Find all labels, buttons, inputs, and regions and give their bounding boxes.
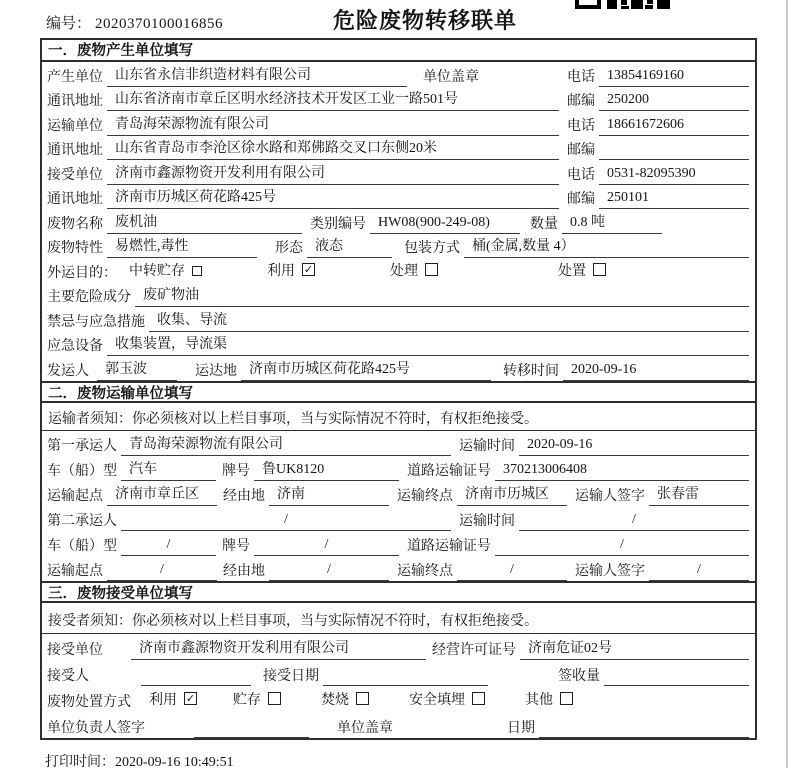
emergency-measures-label: 禁忌与应急措施 <box>47 314 145 330</box>
generator-postcode-value: 250200 <box>599 90 749 111</box>
form-row <box>47 456 749 481</box>
accept-date-label: 接受日期 <box>263 668 319 684</box>
emergency-equipment-label: 应急设备 <box>47 339 103 354</box>
accept-date-value <box>323 665 488 686</box>
disposal-store-checkbox-box <box>268 692 281 705</box>
plate-number-label: 牌号 <box>222 463 250 479</box>
transport-origin-label: 运输起点 <box>47 488 103 504</box>
generator-address-label: 通讯地址 <box>47 94 103 109</box>
second-plate-number-label: 牌号 <box>222 538 250 554</box>
disposal-landfill-checkbox-label: 安全填埋 <box>409 692 465 708</box>
second-vehicle-type-label: 车（船）型 <box>47 538 117 554</box>
section-receiver <box>42 581 755 738</box>
transfer-purpose-treat-checkbox <box>390 260 438 280</box>
second-road-permit-label: 道路运输证号 <box>407 538 491 554</box>
second-road-permit-value: / <box>495 535 749 556</box>
second-via-value: / <box>269 560 389 581</box>
form-row <box>47 62 749 87</box>
generator-address-value: 山东省济南市章丘区明水经济技术开发区工业一路501号 <box>107 90 559 111</box>
form-row <box>47 686 749 712</box>
transfer-purpose-use-checkbox-label: 利用 <box>267 263 295 279</box>
form-state-label: 形态 <box>275 241 303 256</box>
form-row <box>47 712 749 738</box>
second-carrier-value: / <box>121 510 451 531</box>
waste-property-label: 废物特性 <box>47 241 103 256</box>
transporter-address-value: 山东省青岛市李沧区徐水路和郑佛路交叉口东侧20米 <box>107 139 559 160</box>
transfer-purpose-transit-checkbox-box <box>192 266 202 276</box>
category-code-value: HW08(900-249-08) <box>370 213 520 234</box>
unit-seal-label: 单位盖章 <box>423 69 479 85</box>
second-via-label: 经由地 <box>223 563 265 579</box>
form-row <box>47 160 749 185</box>
second-carrier-signature-label: 运输人签字 <box>575 563 645 579</box>
form-row <box>47 87 749 112</box>
transfer-purpose-dispose-checkbox-box <box>593 263 606 276</box>
disposal-other-checkbox-label: 其他 <box>525 692 553 708</box>
transporter-phone-label: 电话 <box>567 118 595 134</box>
receiver-phone-value: 0531-82095390 <box>599 164 749 185</box>
transporter-address-label: 通讯地址 <box>47 143 103 158</box>
receiver-address-label: 通讯地址 <box>47 192 103 207</box>
transport-terminus-value: 济南市历城区 <box>457 485 567 506</box>
second-plate-number-value: / <box>254 535 399 556</box>
second-transport-date-label: 运输时间 <box>459 513 515 529</box>
form-row <box>47 111 749 136</box>
disposal-incinerate-checkbox <box>321 689 369 709</box>
hazard-component-value: 废矿物油 <box>135 286 749 307</box>
disposal-incinerate-checkbox-box <box>356 692 369 705</box>
license-number-label: 经营许可证号 <box>432 642 516 658</box>
carrier-signature-value: 张春雷 <box>649 485 749 506</box>
receiver-unit-seal-label: 单位盖章 <box>337 720 393 736</box>
disposal-other-checkbox-box <box>560 692 573 705</box>
second-terminus-label: 运输终点 <box>397 563 453 579</box>
disposal-use-checkbox-box: ✓ <box>185 692 196 705</box>
receiver-postcode-value: 250101 <box>599 188 749 209</box>
vehicle-type-label: 车（船）型 <box>47 463 117 479</box>
form-row <box>47 531 749 556</box>
transporter-postcode-value <box>599 139 749 160</box>
accepting-person-value <box>141 665 251 686</box>
receiver-notice: 接受者须知：你必须核对以上栏目事项，当与实际情况不符时，有权拒绝接受。 <box>42 603 755 634</box>
section-transporter-header: 二．废物运输单位填写 <box>42 381 755 403</box>
form-row <box>47 258 749 283</box>
second-origin-value: / <box>107 560 217 581</box>
transporter-unit-value: 青岛海荣源物流有限公司 <box>107 115 559 136</box>
section-generator-header: 一．废物产生单位填写 <box>42 40 755 62</box>
emergency-equipment-value: 收集装置，导流渠 <box>107 335 749 356</box>
category-code-label: 类别编号 <box>310 216 366 232</box>
accepting-person-label: 接受人 <box>47 668 89 684</box>
plate-number-value: 鲁UK8120 <box>254 460 399 481</box>
generator-phone-label: 电话 <box>567 69 595 85</box>
form-row <box>47 307 749 332</box>
road-permit-label: 道路运输证号 <box>407 463 491 479</box>
form-row <box>47 634 749 660</box>
transfer-purpose-use-checkbox <box>267 260 315 280</box>
form-row <box>47 660 749 686</box>
form-row <box>47 234 749 259</box>
form-row <box>47 506 749 531</box>
transporter-phone-value: 18661672606 <box>599 115 749 136</box>
emergency-measures-value: 收集、导流 <box>149 311 749 332</box>
disposal-other-checkbox <box>525 689 573 709</box>
responsible-signature-value <box>194 717 309 738</box>
form-row <box>47 556 749 581</box>
section-receiver-rows <box>42 634 755 738</box>
generator-unit-label: 产生单位 <box>47 69 103 85</box>
form-row <box>47 209 749 234</box>
disposal-store-checkbox <box>233 689 281 709</box>
transfer-purpose-use-checkbox-box: ✓ <box>303 263 314 276</box>
responsible-signature-label: 单位负责人签字 <box>47 720 145 736</box>
quantity-value: 0.8 吨 <box>562 213 662 234</box>
consignor-label: 发运人 <box>47 363 89 379</box>
via-label: 经由地 <box>223 488 265 504</box>
first-carrier-value: 青岛海荣源物流有限公司 <box>121 435 451 456</box>
transfer-purpose-transit-checkbox-label: 中转贮存 <box>129 263 185 279</box>
second-vehicle-type-value: / <box>121 535 216 556</box>
accepting-unit-label: 接受单位 <box>47 642 103 658</box>
serial-number-row <box>46 12 223 33</box>
transfer-purpose-treat-checkbox-label: 处理 <box>390 263 418 279</box>
transfer-purpose-transit-checkbox <box>129 260 202 280</box>
transfer-date-label: 转移时间 <box>503 363 559 379</box>
section-generator <box>42 40 755 381</box>
waste-name-value: 废机油 <box>107 213 302 234</box>
form-row <box>47 332 749 357</box>
quantity-label: 数量 <box>530 216 558 232</box>
form-state-value: 液态 <box>307 237 392 258</box>
second-carrier-signature-value: / <box>649 560 749 581</box>
generator-postcode-label: 邮编 <box>567 94 595 109</box>
generator-unit-value: 山东省永信非织造材料有限公司 <box>107 66 407 87</box>
page-edge-line <box>786 0 788 768</box>
waste-property-value: 易燃性,毒性 <box>107 237 257 258</box>
transporter-notice: 运输者须知：你必须核对以上栏目事项，当与实际情况不符时，有权拒绝接受。 <box>42 403 755 431</box>
accepting-unit-value: 济南市鑫源物资开发利用有限公司 <box>131 639 426 660</box>
form-row <box>47 481 749 506</box>
transfer-date-value: 2020-09-16 <box>563 360 749 381</box>
disposal-use-checkbox <box>149 689 197 709</box>
hazard-component-label: 主要危险成分 <box>47 290 131 305</box>
manifest-form <box>40 38 757 740</box>
serial-label: 编号： <box>46 16 92 32</box>
received-quantity-value <box>604 665 749 686</box>
qr-code-partial-icon <box>575 0 673 9</box>
packaging-value: 桶(金属,数量 4） <box>464 237 749 258</box>
transfer-purpose-label: 外运目的： <box>47 265 117 281</box>
consignor-value: 郭玉波 <box>97 360 177 381</box>
received-quantity-label: 签收量 <box>558 668 600 684</box>
form-row <box>47 283 749 308</box>
disposal-landfill-checkbox-box <box>472 692 485 705</box>
transfer-purpose-treat-checkbox-box <box>425 263 438 276</box>
first-carrier-label: 第一承运人 <box>47 438 117 454</box>
transport-origin-value: 济南市章丘区 <box>107 485 217 506</box>
form-row <box>47 136 749 161</box>
disposal-method-label: 废物处置方式 <box>47 694 131 710</box>
packaging-label: 包装方式 <box>404 241 460 256</box>
section-receiver-header: 三．废物接受单位填写 <box>42 581 755 603</box>
transport-date-value: 2020-09-16 <box>519 435 749 456</box>
vehicle-type-value: 汽车 <box>121 460 216 481</box>
form-row <box>47 185 749 210</box>
destination-value: 济南市历城区荷花路425号 <box>241 360 491 381</box>
date-label: 日期 <box>507 720 535 736</box>
destination-label: 运达地 <box>195 363 237 379</box>
receiver-unit-value: 济南市鑫源物资开发利用有限公司 <box>107 164 559 185</box>
second-transport-date-value: / <box>519 510 749 531</box>
disposal-store-checkbox-label: 贮存 <box>233 692 261 708</box>
transporter-postcode-label: 邮编 <box>567 143 595 158</box>
document-title: 危险废物转移联单 <box>332 8 518 33</box>
generator-phone-value: 13854169160 <box>599 66 749 87</box>
transfer-purpose-dispose-checkbox <box>558 260 606 280</box>
transport-terminus-label: 运输终点 <box>397 488 453 504</box>
disposal-incinerate-checkbox-label: 焚烧 <box>321 692 349 708</box>
print-time: 打印时间：2020-09-16 10:49:51 <box>45 755 234 770</box>
via-value: 济南 <box>269 485 389 506</box>
disposal-landfill-checkbox <box>409 689 485 709</box>
road-permit-value: 370213006408 <box>495 460 749 481</box>
form-row <box>47 431 749 456</box>
license-number-value: 济南危证02号 <box>520 639 749 660</box>
disposal-use-checkbox-label: 利用 <box>149 692 177 708</box>
section-transporter-rows <box>42 431 755 581</box>
transfer-purpose-dispose-checkbox-label: 处置 <box>558 263 586 279</box>
second-terminus-value: / <box>457 560 567 581</box>
receiver-unit-label: 接受单位 <box>47 167 103 183</box>
receiver-postcode-label: 邮编 <box>567 192 595 207</box>
transporter-unit-label: 运输单位 <box>47 118 103 134</box>
second-origin-label: 运输起点 <box>47 563 103 579</box>
receiver-phone-label: 电话 <box>567 167 595 183</box>
transport-date-label: 运输时间 <box>459 438 515 454</box>
section-transporter <box>42 381 755 581</box>
second-carrier-label: 第二承运人 <box>47 513 117 529</box>
carrier-signature-label: 运输人签字 <box>575 488 645 504</box>
receiver-address-value: 济南市历城区荷花路425号 <box>107 188 559 209</box>
section-generator-rows <box>42 62 755 381</box>
date-value <box>539 717 749 738</box>
serial-value: 2020370100016856 <box>95 16 224 32</box>
form-row <box>47 356 749 381</box>
waste-name-label: 废物名称 <box>47 216 103 232</box>
